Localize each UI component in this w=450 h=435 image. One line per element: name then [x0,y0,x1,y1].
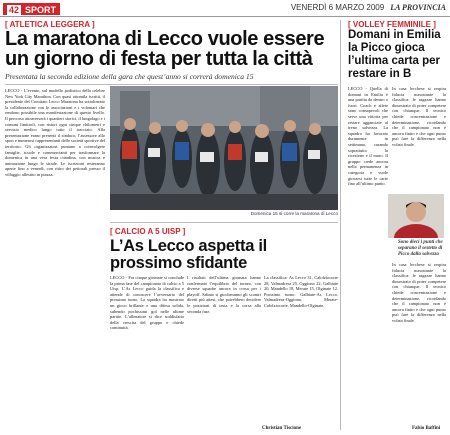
portrait-caption: Sono dieci i punti che separano il sestetto di Picco dalla salvezza [398,240,443,257]
main-story-column-1: LECCO - L’evento, sul modello podistico della celebre New York City Marathon. Con quasi ottomila iscritti, il presidente del Comitato Lecco Maratona ha sottolineato la collaborazione con le associazioni e i volontari che rendono possibile una manifestazione di questo livello. Il percorso attraverserà i quartieri storici, il lungolago e i comuni limitrofi, con ristori ogni cinque chilometri e servizio medico lungo tutto il tracciato. Alla presentazione erano presenti il sindaco, l’assessore allo sport e numerosi rappresentanti delle società sportive del territorio. Gli organizzatori puntano a coinvolgere famiglie, scuole e commercianti per trasformare la domenica in una vera festa cittadina, con musica e animazione lungo le strade. Le iscrizioni resteranno aperte fino a venerdì, con ritiro dei pettorali presso il villaggio allestito in piazza. [5,88,105,177]
sub-story-column-2: I risultati dell’ultima giornata hanno confermato l’equilibrio del torneo, con diverse squadre ancora in corsa per i playoff. Sabato si giocheranno gli scontri diretti più attesi, che potrebbero decidere le posizioni di testa e la corsa alla seconda fase. [187,275,261,314]
side-story-column-2a: In casa lecchese si respira fiducia nonostante la classifica: le ragazze hanno dimostrato di poter competere con chiunque. Il tecnico chiede concentrazione e determinazione, ricordando che il campionato non è ancora finito e che ogni punto può fare la differenza nella volata finale. [392,86,446,147]
marathon-photo [110,86,338,210]
sub-story-column-3: La classifica: As Lecco 31, Calolziocorte 28, Valmadrera 25, Oggiono 22, Galbiate 20, Mandello 18, Merate 15, Olginate 12. Prossimo turno: Galbiate-As Lecco, Valmadrera-Oggiono, Merate-Calolziocorte, Mandello-Olginate. [264,275,338,308]
side-story-column-1: LECCO - Quella di domani in Emilia è una partita da dentro o fuori. Coach e atlete sono consapevoli che serve una vittoria per restare agganciate al treno salvezza. La squadra ha lavorato duramente in settimana, curando soprattutto la ricezione e il muro. Il gruppo crede ancora nella permanenza in categoria e vuole giocarsi tutte le carte fino all’ultimo punto. [348,86,388,187]
masthead [291,3,446,12]
sub-story-column-1: LECCO - Fra cinque giornate si conclude la prima fase del campionato di calcio a 5 Uisp. L’As Lecco guida la classifica e attende di conoscere l’avversario del prossimo turno. La squadra ha mostrato un gioco brillante e una difesa solida, subendo pochissimi gol nelle ultime partite. L’allenatore si dice soddisfatto della crescita del gruppo e chiede continuità. [110,275,184,331]
runners-crowd-image [110,86,338,210]
sub-story-rule [110,222,338,223]
subhead-rule [5,84,338,85]
newspaper-name: LA PROVINCIA [390,3,446,12]
main-byline: Christian Tiscione [262,426,302,431]
issue-date: VENERDÌ 6 MARZO 2009 [290,3,385,12]
sub-kicker: [ CALCIO A 5 UISP ] [110,227,186,236]
sub-headline: L’As Lecco aspetta il prossimo sfidante [110,237,267,272]
column-divider [340,20,341,430]
side-headline: Domani in Emilia la Picco gioca l’ultima carta per restare in B [348,29,441,80]
coach-portrait [388,194,444,238]
side-kicker: [ VOLLEY FEMMINILE ] [348,20,436,29]
main-kicker: [ ATLETICA LEGGERA ] [5,20,95,29]
page-header [0,0,450,17]
photo-caption: Domenica 15 si corre la maratona di Lecco [250,211,338,216]
side-story-column-2b: In casa lecchese si respira fiducia nonostante la classifica: le ragazze hanno dimostrato di poter competere con chiunque. Il tecnico chiede concentrazione e determinazione, ricordando che il campionato non è ancora finito e che ogni punto può fare la differenza nella volata finale. [392,262,446,323]
side-byline: Fabio Baffini [412,426,441,431]
coach-photo-image [388,194,444,238]
section-name: SPORT [25,4,57,15]
main-headline: La maratona di Lecco vuole essere un giorno di festa per tutta la città [5,28,325,70]
section-tag [3,3,60,15]
page-number: 42 [9,4,20,15]
main-subhead: Presentata la seconda edizione della gara che quest’anno si correrà domenica 15 [5,72,254,81]
